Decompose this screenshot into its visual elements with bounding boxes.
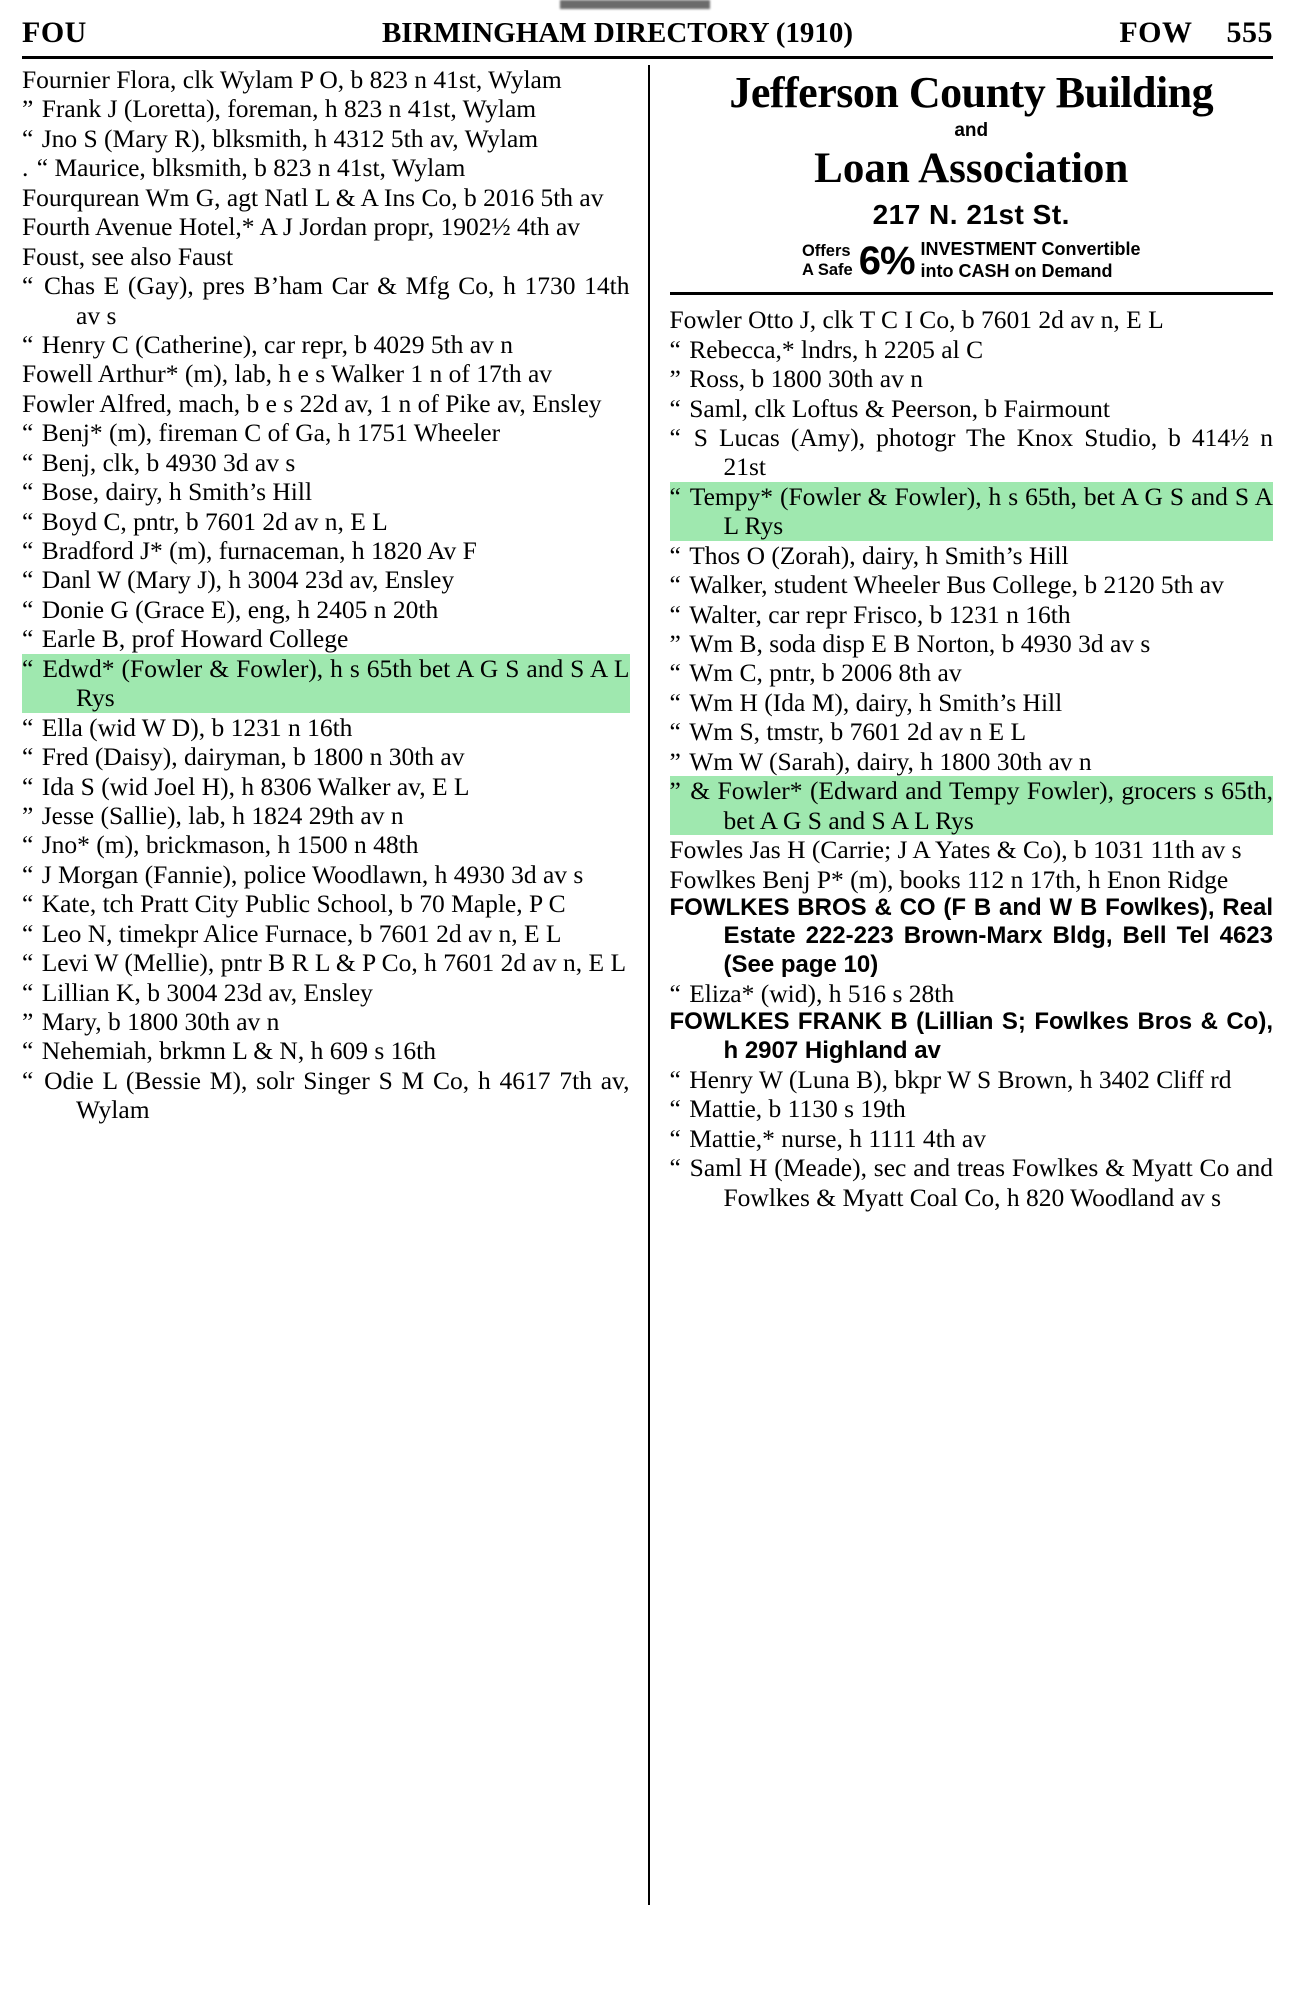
entry-ditto-mark: “ xyxy=(669,1123,690,1153)
directory-entry xyxy=(22,654,630,713)
directory-entry xyxy=(22,1036,630,1065)
entry-ditto-mark: “ xyxy=(669,570,690,600)
entry-text: Foust, see also Faust xyxy=(22,241,234,271)
directory-entry xyxy=(22,389,630,418)
entry-text: Jno S (Mary R), blksmith, h 4312 5th av, Wylam xyxy=(41,123,539,153)
directory-entry xyxy=(670,894,1274,979)
entry-text: Danl W (Mary J), h 3004 23d av, Ensley xyxy=(41,565,455,595)
entry-ditto-mark: “ xyxy=(22,712,42,742)
entry-text: Eliza* (wid), h 516 s 28th xyxy=(689,978,955,1008)
entry-ditto-mark: ” xyxy=(669,364,690,394)
entry-ditto-mark: “ xyxy=(669,658,690,688)
directory-entry xyxy=(670,335,1274,364)
directory-entry xyxy=(22,242,630,271)
directory-entry xyxy=(22,713,630,742)
entry-text: Earle B, prof Howard College xyxy=(41,624,349,654)
directory-entry xyxy=(670,835,1274,864)
entry-ditto-mark: “ xyxy=(22,624,42,654)
directory-entry xyxy=(670,1153,1274,1212)
entry-ditto-mark: “ xyxy=(669,1153,690,1183)
directory-entry xyxy=(22,271,630,330)
entry-ditto-mark: “ xyxy=(669,1064,690,1094)
directory-entry xyxy=(22,94,630,123)
directory-entry xyxy=(670,541,1274,570)
entry-text: Donie G (Grace E), eng, h 2405 n 20th xyxy=(41,594,439,624)
entry-ditto-mark: “ xyxy=(669,422,694,452)
entry-text: Henry W (Luna B), bkpr W S Brown, h 3402 Cliff rd xyxy=(689,1064,1232,1094)
entry-text: Mary, b 1800 30th av n xyxy=(41,1007,280,1036)
entry-text: Tempy* (Fowler & Fowler), h s 65th, bet A G S and S A L Rys xyxy=(689,481,1273,541)
directory-entry xyxy=(670,305,1274,334)
entry-text: Ella (wid W D), b 1231 n 16th xyxy=(41,712,353,742)
entry-text: Wm S, tmstr, b 7601 2d av n E L xyxy=(689,717,1027,747)
entry-text: Thos O (Zorah), dairy, h Smith’s Hill xyxy=(689,540,1069,570)
directory-entry xyxy=(22,418,630,447)
directory-entry xyxy=(22,536,630,565)
directory-entry xyxy=(670,600,1274,629)
entry-text: Walker, student Wheeler Bus College, b 2120 5th av xyxy=(689,570,1224,600)
directory-entry xyxy=(670,1094,1274,1123)
entry-ditto-mark: “ xyxy=(669,599,690,629)
entry-text: Jno* (m), brickmason, h 1500 n 48th xyxy=(41,830,419,860)
entry-ditto-mark: “ xyxy=(669,540,690,570)
entry-text: Saml H (Meade), sec and treas Fowlkes & Myatt Co and Fowlkes & Myatt Coal Co, h 820 Woodland av s xyxy=(689,1153,1273,1212)
directory-entry xyxy=(670,1065,1274,1094)
entry-text: Wm H (Ida M), dairy, h Smith’s Hill xyxy=(689,687,1063,717)
ad-offer-line xyxy=(670,239,1274,282)
entry-text: Ida S (wid Joel H), h 8306 Walker av, E L xyxy=(41,771,470,801)
ad-offers-stack xyxy=(802,242,853,280)
entry-text: Saml, clk Loftus & Peerson, b Fairmount xyxy=(689,393,1110,423)
entry-text: Benj, clk, b 4930 3d av s xyxy=(41,447,296,477)
entry-text: S Lucas (Amy), photogr The Knox Studio, b 414½ n 21st xyxy=(693,422,1273,482)
entry-text: Rebecca,* lndrs, h 2205 al C xyxy=(689,334,984,364)
entry-text: Fowell Arthur* (m), lab, h e s Walker 1 n of 17th av xyxy=(22,359,553,389)
entry-text: Chas E (Gay), pres B’ham Car & Mfg Co, h 1730 14th av s xyxy=(44,271,630,330)
entry-text: Fowler Alfred, mach, b e s 22d av, 1 n of Pike av, Ensley xyxy=(22,388,602,418)
directory-entry xyxy=(22,212,630,241)
entry-ditto-mark: “ xyxy=(22,506,42,536)
entry-text: Frank J (Loretta), foreman, h 823 n 41st, Wylam xyxy=(41,94,537,124)
directory-entry xyxy=(22,330,630,359)
directory-entry xyxy=(22,507,630,536)
right-column-entries xyxy=(670,305,1274,1212)
running-head-right xyxy=(1083,16,1273,50)
entry-ditto-mark: . xyxy=(22,153,37,183)
entry-text: Bose, dairy, h Smith’s Hill xyxy=(41,477,313,507)
two-column-body xyxy=(22,65,1273,1965)
entry-ditto-mark: “ xyxy=(22,123,42,153)
directory-entry xyxy=(670,394,1274,423)
directory-entry xyxy=(22,359,630,388)
entry-text: “ Maurice, blksmith, b 823 n 41st, Wylam xyxy=(36,153,466,183)
directory-entry xyxy=(22,919,630,948)
running-head xyxy=(22,0,1273,56)
entry-text: Bradford J* (m), furnaceman, h 1820 Av F xyxy=(41,536,477,565)
directory-entry xyxy=(670,423,1274,482)
directory-entry xyxy=(670,1124,1274,1153)
entry-text: J Morgan (Fannie), police Woodlawn, h 4930 3d av s xyxy=(41,859,584,889)
directory-entry xyxy=(670,658,1274,687)
ad-company-name-line2: Loan Association xyxy=(814,145,1129,192)
entry-text: Fowles Jas H (Carrie; J A Yates & Co), b 1031 11th av s xyxy=(669,835,1242,865)
ad-company-name-line1: Jefferson County Building xyxy=(729,68,1214,117)
entry-ditto-mark: “ xyxy=(669,481,690,511)
entry-ditto-mark: “ xyxy=(669,334,690,364)
directory-entry xyxy=(670,979,1274,1008)
entry-ditto-mark: “ xyxy=(22,447,42,477)
entry-text: Nehemiah, brkmn L & N, h 609 s 16th xyxy=(41,1036,436,1066)
entry-ditto-mark: “ xyxy=(22,594,42,624)
entry-ditto-mark: “ xyxy=(669,393,690,423)
entry-text: Levi W (Mellie), pntr B R L & P Co, h 7601 2d av n, E L xyxy=(41,948,627,978)
entry-ditto-mark: “ xyxy=(22,565,42,595)
entry-text: Mattie,* nurse, h 1111 4th av xyxy=(689,1123,986,1153)
directory-entry xyxy=(670,1008,1274,1065)
entry-ditto-mark: “ xyxy=(22,830,42,860)
entry-text: Walter, car repr Frisco, b 1231 n 16th xyxy=(689,599,1071,629)
directory-entry xyxy=(22,860,630,889)
directory-entry xyxy=(22,595,630,624)
directory-entry xyxy=(22,153,630,182)
ad-asafe-label: A Safe xyxy=(801,260,853,279)
entry-ditto-mark: “ xyxy=(22,1036,42,1066)
ad-address: 217 N. 21st St. xyxy=(872,199,1070,230)
entry-ditto-mark: ” xyxy=(669,776,691,806)
directory-entry xyxy=(670,688,1274,717)
directory-entry xyxy=(22,772,630,801)
left-column-entries xyxy=(22,65,630,1125)
entry-ditto-mark: ” xyxy=(669,629,690,658)
directory-entry xyxy=(22,477,630,506)
directory-entry xyxy=(22,624,630,653)
entry-text: Jesse (Sallie), lab, h 1824 29th av n xyxy=(41,800,404,830)
advertisement-jefferson-county-building-loan[interactable] xyxy=(670,65,1274,295)
directory-entry xyxy=(22,565,630,594)
directory-entry xyxy=(22,1066,630,1125)
directory-entry xyxy=(670,747,1274,776)
entry-ditto-mark: “ xyxy=(22,536,42,565)
left-column xyxy=(22,65,648,1965)
entry-text: FOWLKES BROS & CO (F B and W B Fowlkes), Real Estate 222-223 Brown-Marx Bldg, Bell Tel 4623 (See page 10) xyxy=(669,893,1273,978)
entry-text: Edwd* (Fowler & Fowler), h s 65th bet A G S and S A L Rys xyxy=(42,653,630,713)
directory-entry xyxy=(670,570,1274,599)
entry-text: Fourqurean Wm G, agt Natl L & A Ins Co, b 2016 5th av xyxy=(22,182,604,212)
entry-ditto-mark: “ xyxy=(22,653,43,683)
entry-ditto-mark: “ xyxy=(22,271,44,301)
entry-text: Fred (Daisy), dairyman, b 1800 n 30th av xyxy=(41,742,465,772)
right-column xyxy=(648,65,1274,1965)
entry-ditto-mark: “ xyxy=(22,771,42,801)
directory-entry xyxy=(670,865,1274,894)
entry-ditto-mark: ” xyxy=(22,94,42,124)
entry-text: Leo N, timekpr Alice Furnace, b 7601 2d av n, E L xyxy=(41,918,562,948)
running-head-right-label: FOW xyxy=(1119,16,1193,49)
entry-text: Mattie, b 1130 s 19th xyxy=(689,1094,906,1124)
directory-entry xyxy=(22,889,630,918)
entry-text: Fowler Otto J, clk T C I Co, b 7601 2d av n, E L xyxy=(669,305,1164,335)
entry-text: & Fowler* (Edward and Tempy Fowler), grocers s 65th, bet A G S and S A L Rys xyxy=(690,776,1273,835)
entry-ditto-mark: “ xyxy=(22,1065,45,1095)
running-head-title: BIRMINGHAM DIRECTORY (1910) xyxy=(381,17,854,49)
page-number: 555 xyxy=(1226,16,1273,49)
entry-text: Boyd C, pntr, b 7601 2d av n, E L xyxy=(41,506,388,536)
ad-conjunction: and xyxy=(954,120,989,141)
entry-ditto-mark: “ xyxy=(22,329,42,359)
entry-text: Ross, b 1800 30th av n xyxy=(689,364,923,394)
directory-entry xyxy=(22,448,630,477)
entry-ditto-mark: “ xyxy=(669,687,690,717)
entry-ditto-mark: “ xyxy=(22,742,42,772)
directory-entry xyxy=(22,978,630,1007)
directory-entry xyxy=(22,124,630,153)
entry-ditto-mark: “ xyxy=(22,859,42,889)
entry-ditto-mark: “ xyxy=(22,948,42,978)
entry-text: Fournier Flora, clk Wylam P O, b 823 n 41st, Wylam xyxy=(22,65,562,94)
directory-entry xyxy=(22,742,630,771)
entry-ditto-mark: ” xyxy=(22,1007,42,1036)
directory-entry xyxy=(22,830,630,859)
entry-ditto-mark: “ xyxy=(22,889,42,919)
entry-ditto-mark: “ xyxy=(22,977,42,1007)
directory-entry xyxy=(670,364,1274,393)
ad-interest-rate: 6% xyxy=(858,238,915,283)
directory-entry xyxy=(670,629,1274,658)
entry-ditto-mark: “ xyxy=(669,1094,690,1124)
directory-entry xyxy=(22,948,630,977)
directory-entry xyxy=(670,717,1274,746)
entry-text: Wm B, soda disp E B Norton, b 4930 3d av s xyxy=(689,629,1151,658)
entry-ditto-mark: “ xyxy=(669,717,690,747)
entry-text: Wm C, pntr, b 2006 8th av xyxy=(689,658,962,688)
header-rule xyxy=(22,56,1273,59)
entry-text: Lillian K, b 3004 23d av, Ensley xyxy=(41,977,373,1007)
directory-entry xyxy=(22,801,630,830)
entry-text: Fourth Avenue Hotel,* A J Jordan propr, 1902½ 4th av xyxy=(22,212,581,242)
ad-terms-line2: into CASH on Demand xyxy=(920,260,1113,281)
directory-entry xyxy=(670,776,1274,835)
ad-terms-stack xyxy=(921,239,1141,282)
directory-entry xyxy=(22,183,630,212)
entry-text: Odie L (Bessie M), solr Singer S M Co, h 4617 7th av, Wylam xyxy=(44,1065,630,1125)
ad-terms-line1: INVESTMENT Convertible xyxy=(920,239,1141,259)
entry-text: FOWLKES FRANK B (Lillian S; Fowlkes Bros & Co), h 2907 Highland av xyxy=(669,1008,1273,1064)
entry-text: Fowlkes Benj P* (m), books 112 n 17th, h Enon Ridge xyxy=(669,864,1229,894)
entry-ditto-mark: ” xyxy=(669,746,690,776)
running-head-left: FOU xyxy=(22,16,87,49)
directory-entry xyxy=(670,482,1274,541)
entry-ditto-mark: ” xyxy=(22,800,42,830)
entry-ditto-mark: “ xyxy=(22,918,42,948)
directory-entry xyxy=(22,65,630,94)
directory-entry xyxy=(22,1007,630,1036)
entry-ditto-mark: “ xyxy=(669,978,690,1008)
ad-offers-label: Offers xyxy=(801,241,851,260)
entry-text: Kate, tch Pratt City Public School, b 70 Maple, P C xyxy=(41,889,566,919)
entry-ditto-mark: “ xyxy=(22,418,42,448)
entry-ditto-mark: “ xyxy=(22,477,42,507)
entry-text: Wm W (Sarah), dairy, h 1800 30th av n xyxy=(689,746,1092,776)
entry-text: Benj* (m), fireman C of Ga, h 1751 Wheeler xyxy=(41,418,501,448)
entry-text: Henry C (Catherine), car repr, b 4029 5th av n xyxy=(41,329,513,359)
